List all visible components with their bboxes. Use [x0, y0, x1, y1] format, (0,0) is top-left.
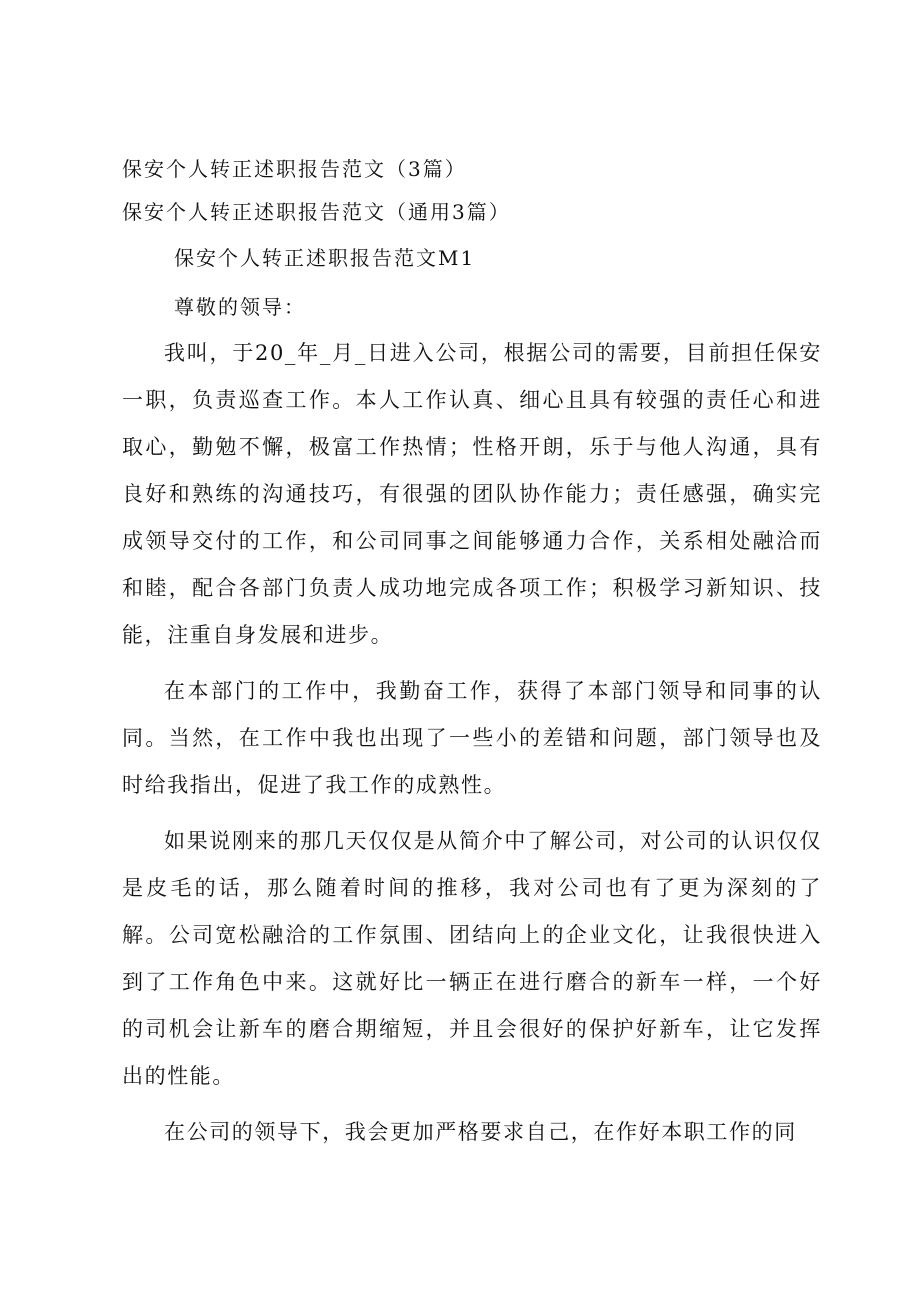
paragraph-2: 在本部门的工作中，我勤奋工作，获得了本部门领导和同事的认同。当然，在工作中我也出现了一些小的差错和问题，部门领导也及时给我指出，促进了我工作的成熟性。: [122, 679, 822, 797]
paragraph-1: 我叫，于20_年_月_日进入公司，根据公司的需要，目前担任保安一职，负责巡查工作。本人工作认真、细心且具有较强的责任心和进取心，勤勉不懈，极富工作热情；性格开朗，乐于与他人沟通，具有良好和熟练的沟通技巧，有很强的团队协作能力；责任感强，确实完成领导交付的工作，和公司同事之间能够通力合作，关系相处融洽而和睦，配合各部门负责人成功地完成各项工作；积极学习新知识、技能，注重自身发展和进步。: [122, 341, 822, 647]
paragraph-3: 如果说刚来的那几天仅仅是从简介中了解公司，对公司的认识仅仅是皮毛的话，那么随着时间的推移，我对公司也有了更为深刻的了解。公司宽松融洽的工作氛围、团结向上的企业文化，让我很快进入到了工作角色中来。这就好比一辆正在进行磨合的新车一样，一个好的司机会让新车的磨合期缩短，并且会很好的保护好新车，让它发挥出的性能。: [122, 829, 822, 1088]
section-heading: 保安个人转正述职报告范文M1: [174, 246, 476, 270]
paragraph-4: 在公司的领导下，我会更加严格要求自己，在作好本职工作的同: [164, 1120, 797, 1144]
salutation: 尊敬的领导：: [174, 295, 306, 319]
body-text: [122, 330, 822, 1165]
document-title: 保安个人转正述职报告范文（3篇）: [122, 157, 467, 181]
document-subtitle: 保安个人转正述职报告范文（通用3篇）: [122, 200, 511, 224]
